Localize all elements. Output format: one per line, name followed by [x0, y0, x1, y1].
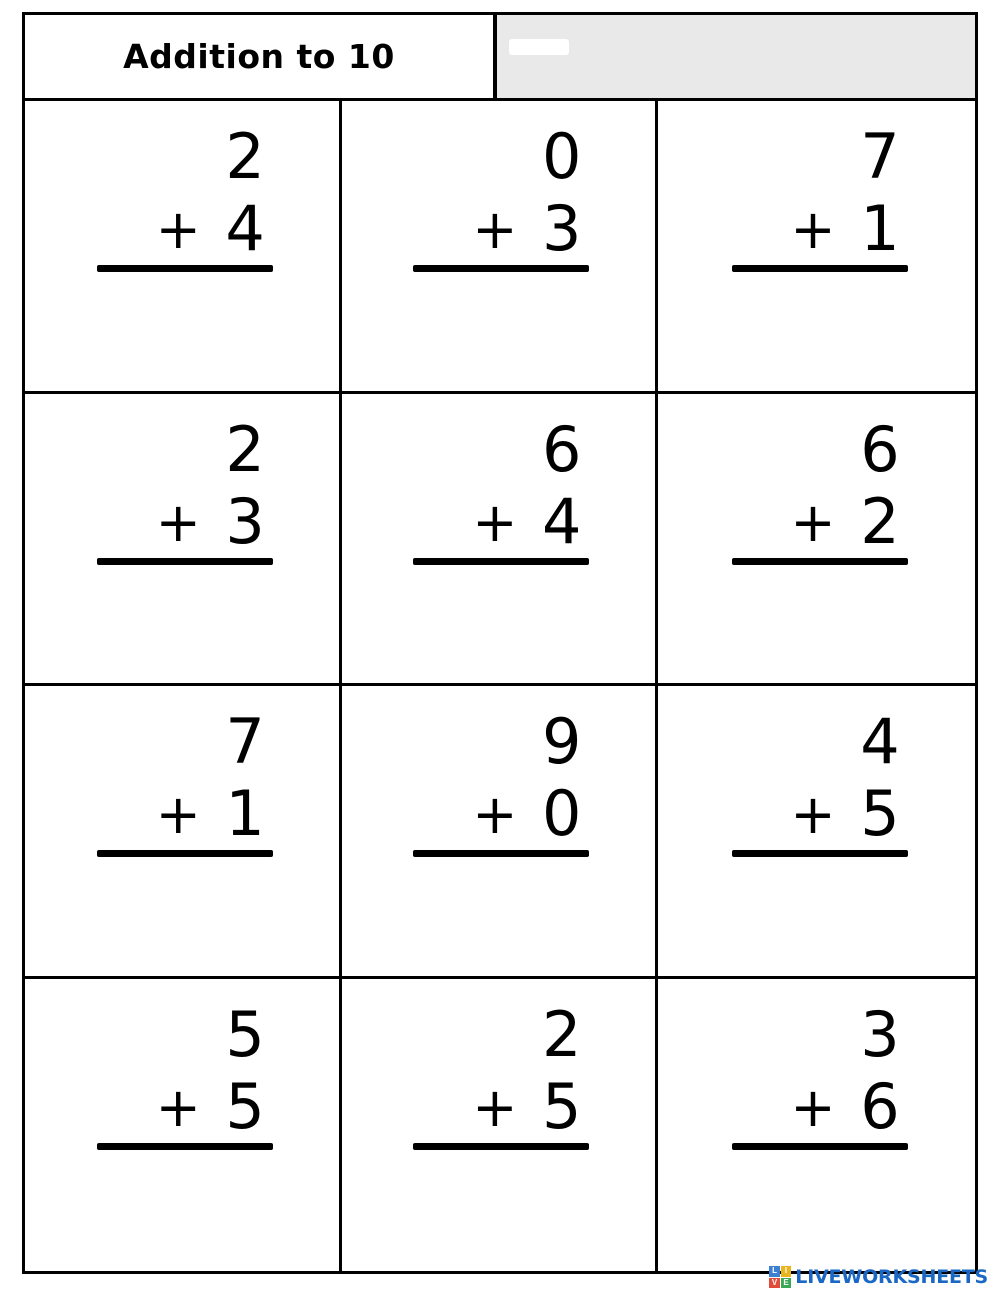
addend-bottom: 5	[542, 1069, 582, 1143]
problem-7	[89, 700, 275, 857]
addend-bottom: 6	[860, 1069, 900, 1143]
answer-line[interactable]	[413, 558, 589, 565]
addend-top-row	[405, 700, 591, 778]
addend-bottom: 5	[225, 1069, 265, 1143]
name-field-value[interactable]	[509, 39, 569, 55]
problem-cell	[25, 394, 342, 687]
page-title: Addition to 10	[123, 37, 395, 76]
worksheet-frame	[22, 12, 978, 1274]
logo-letter-v: V	[769, 1278, 780, 1289]
addend-bottom-row	[724, 187, 910, 265]
logo-letter-i: I	[781, 1266, 792, 1277]
addend-top: 5	[225, 997, 265, 1071]
problem-cell	[342, 686, 659, 979]
addend-top: 7	[860, 120, 900, 193]
addend-top: 6	[860, 412, 900, 486]
addend-bottom-row	[405, 1065, 591, 1143]
plus-sign: +	[790, 783, 836, 846]
problem-11	[405, 993, 591, 1150]
problem-4	[89, 408, 275, 565]
addend-top-row	[89, 408, 275, 486]
addend-bottom-row	[405, 480, 591, 558]
answer-line[interactable]	[732, 850, 908, 857]
addend-top-row	[405, 115, 591, 193]
addend-bottom: 1	[225, 777, 265, 850]
plus-sign: +	[155, 198, 201, 261]
name-field[interactable]	[497, 15, 975, 101]
problem-grid	[25, 101, 975, 1271]
addend-bottom: 5	[860, 777, 900, 850]
addend-bottom-row	[724, 480, 910, 558]
problem-cell	[342, 394, 659, 687]
answer-line[interactable]	[732, 265, 908, 272]
addend-top-row	[89, 993, 275, 1071]
plus-sign: +	[155, 490, 201, 554]
addend-bottom-row	[724, 772, 910, 850]
addend-bottom-row	[405, 187, 591, 265]
answer-line[interactable]	[97, 1143, 273, 1150]
plus-sign: +	[790, 1075, 836, 1139]
addend-bottom-row	[89, 480, 275, 558]
answer-line[interactable]	[97, 265, 273, 272]
addend-bottom-row	[89, 772, 275, 850]
answer-line[interactable]	[732, 1143, 908, 1150]
addend-top-row	[724, 993, 910, 1071]
problem-cell	[658, 979, 975, 1272]
problem-1	[89, 115, 275, 272]
addend-bottom-row	[89, 187, 275, 265]
problem-cell	[658, 394, 975, 687]
logo-letter-e: E	[781, 1278, 792, 1289]
problem-2	[405, 115, 591, 272]
addend-top: 2	[542, 997, 582, 1071]
plus-sign: +	[472, 783, 518, 846]
addend-top-row	[405, 408, 591, 486]
plus-sign: +	[472, 198, 518, 261]
problem-cell	[342, 101, 659, 394]
addend-top-row	[724, 115, 910, 193]
worksheet-header	[25, 15, 975, 101]
plus-sign: +	[155, 783, 201, 846]
addend-bottom: 2	[860, 484, 900, 558]
addend-top-row	[724, 408, 910, 486]
plus-sign: +	[790, 198, 836, 261]
problem-5	[405, 408, 591, 565]
answer-line[interactable]	[732, 558, 908, 565]
problem-cell	[658, 686, 975, 979]
addend-bottom: 1	[860, 192, 900, 265]
problem-cell	[25, 979, 342, 1272]
addend-top: 9	[542, 705, 582, 778]
addend-bottom-row	[89, 1065, 275, 1143]
addend-top-row	[724, 700, 910, 778]
addend-bottom: 4	[225, 192, 265, 265]
addend-top: 0	[542, 120, 582, 193]
answer-line[interactable]	[97, 850, 273, 857]
logo-letter-l: L	[769, 1266, 780, 1277]
problem-12	[724, 993, 910, 1150]
addend-top-row	[89, 115, 275, 193]
addend-bottom: 3	[542, 192, 582, 265]
addend-top: 2	[225, 412, 265, 486]
problem-cell	[658, 101, 975, 394]
problem-cell	[25, 686, 342, 979]
liveworksheets-logo-icon	[769, 1266, 791, 1288]
problem-8	[405, 700, 591, 857]
liveworksheets-watermark[interactable]	[769, 1266, 988, 1288]
addend-bottom: 0	[542, 777, 582, 850]
addend-top: 3	[860, 997, 900, 1071]
problem-cell	[25, 101, 342, 394]
addend-bottom-row	[724, 1065, 910, 1143]
addend-top: 2	[225, 120, 265, 193]
problem-6	[724, 408, 910, 565]
problem-cell	[342, 979, 659, 1272]
plus-sign: +	[472, 490, 518, 554]
plus-sign: +	[472, 1075, 518, 1139]
addend-top-row	[405, 993, 591, 1071]
title-box	[25, 15, 497, 101]
addend-bottom: 4	[542, 484, 582, 558]
addend-top: 6	[542, 412, 582, 486]
problem-9	[724, 700, 910, 857]
addend-top-row	[89, 700, 275, 778]
addend-top: 7	[225, 705, 265, 778]
problem-3	[724, 115, 910, 272]
addend-bottom: 3	[225, 484, 265, 558]
addend-top: 4	[860, 705, 900, 778]
plus-sign: +	[155, 1075, 201, 1139]
addend-bottom-row	[405, 772, 591, 850]
problem-10	[89, 993, 275, 1150]
plus-sign: +	[790, 490, 836, 554]
watermark-text: LIVEWORKSHEETS	[795, 1266, 988, 1288]
answer-line[interactable]	[97, 558, 273, 565]
answer-line[interactable]	[413, 1143, 589, 1150]
answer-line[interactable]	[413, 265, 589, 272]
answer-line[interactable]	[413, 850, 589, 857]
